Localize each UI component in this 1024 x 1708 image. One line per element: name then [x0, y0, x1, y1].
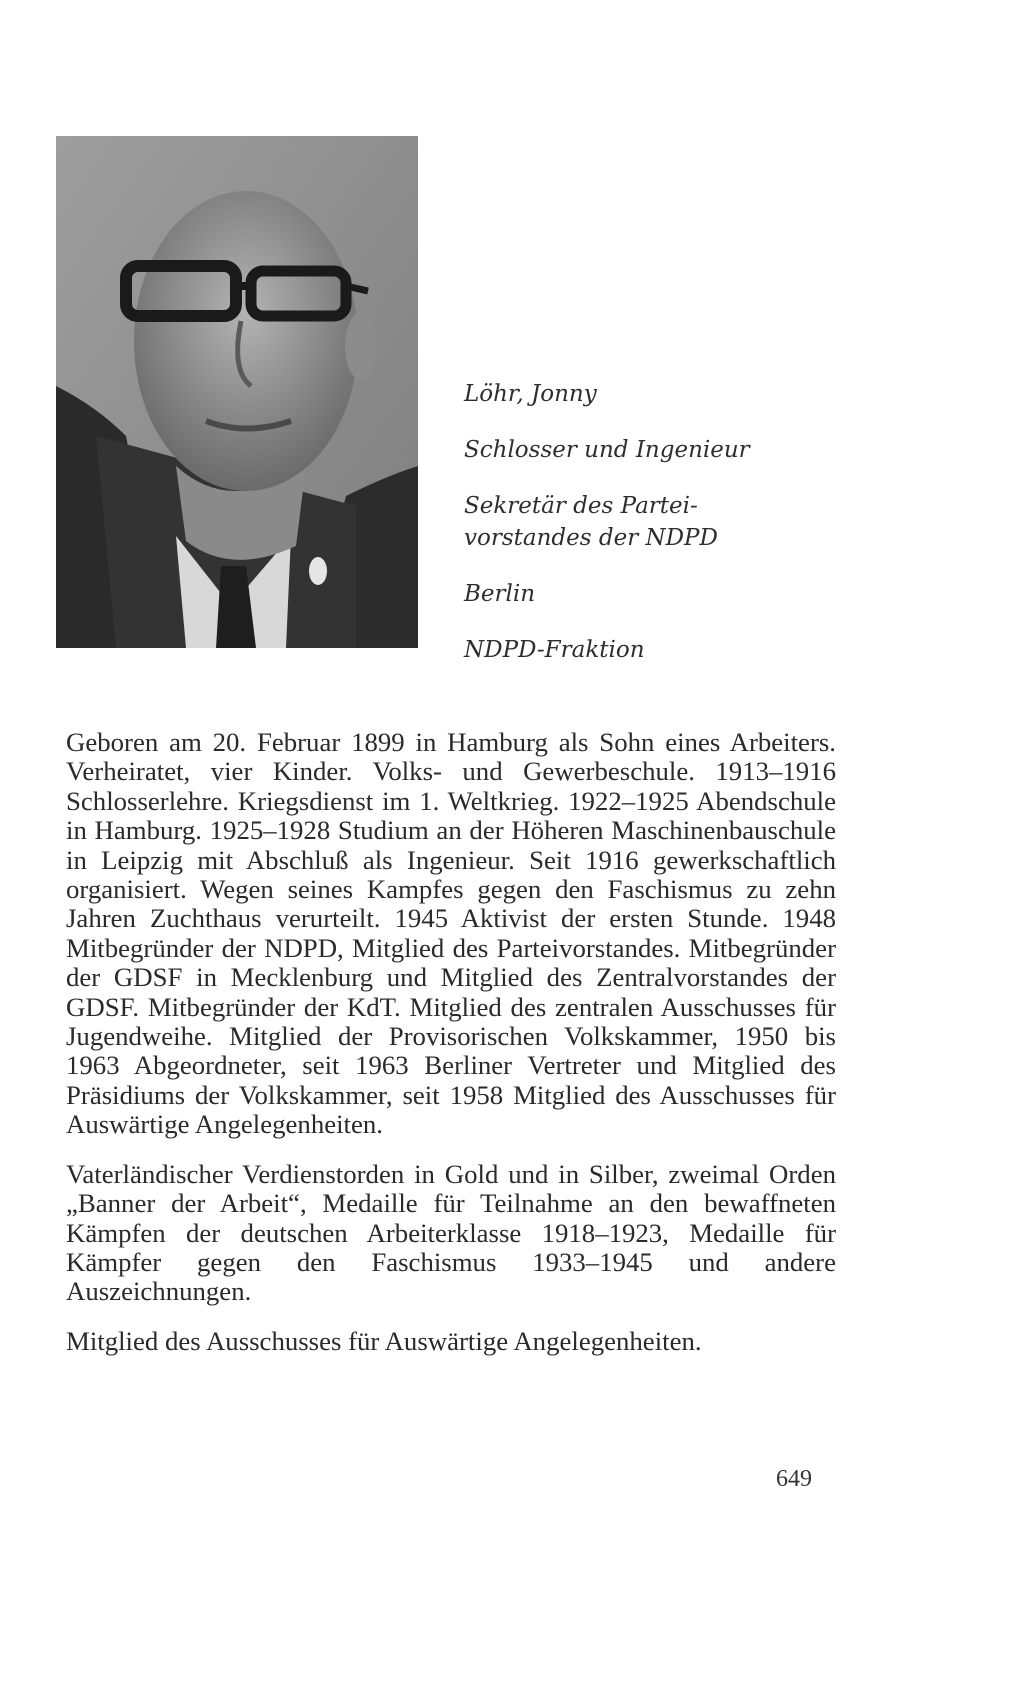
person-city: Berlin [464, 581, 536, 607]
person-header [464, 378, 904, 666]
page-number: 649 [776, 1466, 812, 1492]
portrait-photo [56, 136, 418, 648]
person-name: Löhr, Jonny [464, 381, 597, 407]
biography [66, 728, 836, 1376]
person-profession: Schlosser und Ingenieur [464, 437, 750, 463]
portrait-illustration [56, 136, 418, 648]
biography-paragraph: Geboren am 20. Februar 1899 in Hamburg als Sohn eines Arbeiters. Verheiratet, vier Kinder. Volks- und Gewerbeschule. 1913–1916 Schlosserlehre. Kriegsdienst im 1. Weltkrieg. 1922–1925 Abendschule in Hamburg. 1925–1928 Studium an der Höheren Maschinenbauschule in Leipzig mit Abschluß als Ingenieur. Seit 1916 gewerkschaftlich organisiert. Wegen seines Kampfes gegen den Faschismus zu zehn Jahren Zuchthaus verurteilt. 1945 Aktivist der ersten Stunde. 1948 Mitbegründer der NDPD, Mitglied des Parteivorstandes. Mitbegründer der GDSF in Mecklenburg und Mitglied des Zentralvorstandes der GDSF. Mitbegründer der KdT. Mitglied des zentralen Ausschusses für Jugendweihe. Mitglied der Provisorischen Volkskammer, 1950 bis 1963 Abgeordneter, seit 1963 Berliner Vertreter und Mitglied des Präsidiums der Volkskammer, seit 1958 Mitglied des Ausschusses für Auswärtige Angelegenheiten. [66, 727, 836, 1140]
person-position: Sekretär des Partei- vorstandes der NDPD [464, 493, 718, 551]
committee-paragraph: Mitglied des Ausschusses für Auswärtige Angelegenheiten. [66, 1325, 702, 1356]
person-faction: NDPD-Fraktion [464, 637, 645, 663]
awards-paragraph: Vaterländischer Verdienstorden in Gold und in Silber, zweimal Orden „Banner der Arbeit“, Medaille für Teilnahme an den bewaffneten Kämpfen der deutschen Arbeiterklasse 1918–1923, Medaille für Kämpfer gegen den Faschismus 1933–1945 und andere Auszeichnungen. [66, 1158, 836, 1307]
